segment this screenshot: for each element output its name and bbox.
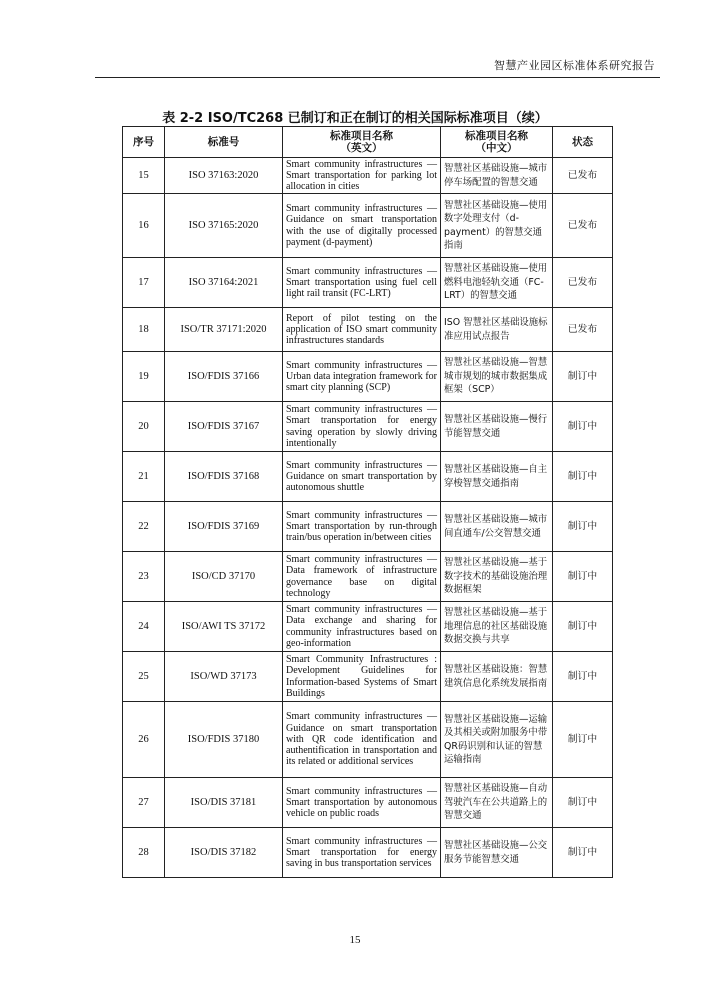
row-number: 21 — [123, 452, 165, 502]
status: 制订中 — [553, 602, 613, 652]
col-header-status: 状态 — [553, 127, 613, 158]
status: 已发布 — [553, 158, 613, 194]
name-en: Smart community infrastructures —Urban data integration framework for smart city planning (SCP) — [283, 352, 441, 402]
row-number: 18 — [123, 308, 165, 352]
name-en: Smart Community Infrastructures : Development Guidelines for Information-based Systems of Smart Buildings — [283, 652, 441, 702]
status: 已发布 — [553, 194, 613, 258]
name-zh: 智慧社区基础设施—自主穿梭智慧交通指南 — [441, 452, 553, 502]
name-zh: 智慧社区基础设施：智慧建筑信息化系统发展指南 — [441, 652, 553, 702]
name-zh: 智慧社区基础设施—智慧城市规划的城市数据集成框架（SCP） — [441, 352, 553, 402]
standard-number: ISO/FDIS 37166 — [165, 352, 283, 402]
table-row — [123, 552, 613, 602]
row-number: 22 — [123, 502, 165, 552]
status: 已发布 — [553, 258, 613, 308]
name-zh: ISO 智慧社区基础设施标准应用试点报告 — [441, 308, 553, 352]
standard-number: ISO/DIS 37182 — [165, 828, 283, 878]
standard-number: ISO/FDIS 37180 — [165, 702, 283, 778]
col-header-name-en-line2: （英文） — [340, 142, 383, 154]
col-header-name-en — [283, 127, 441, 158]
name-en: Smart community infrastructures — Smart transportation for energy saving operation by slowly driving intentionally — [283, 402, 441, 452]
running-header: 智慧产业园区标准体系研究报告 — [494, 59, 655, 72]
table-body — [123, 158, 613, 878]
row-number: 25 — [123, 652, 165, 702]
table-row — [123, 258, 613, 308]
table-row — [123, 502, 613, 552]
table-row — [123, 452, 613, 502]
name-en: Smart community infrastructures — Smart transportation by autonomous vehicle on public roads — [283, 778, 441, 828]
table-row — [123, 194, 613, 258]
name-en: Report of pilot testing on the application of ISO smart community infrastructures standards — [283, 308, 441, 352]
row-number: 26 — [123, 702, 165, 778]
table-row — [123, 828, 613, 878]
col-header-name-zh — [441, 127, 553, 158]
name-en: Smart community infrastructures — Guidance on smart transportation with QR code identification and authentification in transportation and its related or additional services — [283, 702, 441, 778]
standard-number: ISO/TR 37171:2020 — [165, 308, 283, 352]
name-zh: 智慧社区基础设施—公交服务节能智慧交通 — [441, 828, 553, 878]
name-zh: 智慧社区基础设施—运输及其相关或附加服务中带QR码识别和认证的智慧运输指南 — [441, 702, 553, 778]
name-zh: 智慧社区基础设施—慢行节能智慧交通 — [441, 402, 553, 452]
table-row — [123, 158, 613, 194]
standard-number: ISO/DIS 37181 — [165, 778, 283, 828]
table-row — [123, 352, 613, 402]
status: 已发布 — [553, 308, 613, 352]
name-zh: 智慧社区基础设施—基于数字技术的基础设施治理数据框架 — [441, 552, 553, 602]
table-header-row — [123, 127, 613, 158]
table-row — [123, 602, 613, 652]
standard-number: ISO 37164:2021 — [165, 258, 283, 308]
table-row — [123, 402, 613, 452]
status: 制订中 — [553, 552, 613, 602]
name-en: Smart community infrastructures — Smart transportation by run-through train/bus operation in/between cities — [283, 502, 441, 552]
name-zh: 智慧社区基础设施—城市间直通车/公交智慧交通 — [441, 502, 553, 552]
standard-number: ISO/WD 37173 — [165, 652, 283, 702]
status: 制订中 — [553, 652, 613, 702]
status: 制订中 — [553, 402, 613, 452]
row-number: 27 — [123, 778, 165, 828]
table-row — [123, 308, 613, 352]
status: 制订中 — [553, 452, 613, 502]
name-en: Smart community infrastructures — Data exchange and sharing for community infrastructures based on geo-information — [283, 602, 441, 652]
col-header-no: 序号 — [123, 127, 165, 158]
page-number: 15 — [349, 934, 361, 946]
name-en: Smart community infrastructures — Guidance on smart transportation with the use of digitally processed payment (d-payment) — [283, 194, 441, 258]
name-zh: 智慧社区基础设施—城市停车场配置的智慧交通 — [441, 158, 553, 194]
standard-number: ISO/FDIS 37168 — [165, 452, 283, 502]
row-number: 24 — [123, 602, 165, 652]
row-number: 16 — [123, 194, 165, 258]
name-en: Smart community infrastructures — Smart transportation for parking lot allocation in cities — [283, 158, 441, 194]
name-zh: 智慧社区基础设施—自动驾驶汽车在公共道路上的智慧交通 — [441, 778, 553, 828]
row-number: 23 — [123, 552, 165, 602]
name-en: Smart community infrastructures — Smart transportation using fuel cell light rail transit (FC-LRT) — [283, 258, 441, 308]
name-en: Smart community infrastructures — Guidance on smart transportation by autonomous shuttle — [283, 452, 441, 502]
status: 制订中 — [553, 352, 613, 402]
status: 制订中 — [553, 502, 613, 552]
col-header-standard: 标准号 — [165, 127, 283, 158]
table-title: 表 2-2 ISO/TC268 已制订和正在制订的相关国际标准项目（续） — [162, 111, 548, 126]
standard-number: ISO/CD 37170 — [165, 552, 283, 602]
status: 制订中 — [553, 778, 613, 828]
col-header-name-zh-line1: 标准项目名称 — [465, 130, 528, 142]
name-zh: 智慧社区基础设施—使用燃料电池轻轨交通（FC-LRT）的智慧交通 — [441, 258, 553, 308]
standards-table — [122, 126, 613, 878]
name-en: Smart community infrastructures — Smart transportation for energy saving in bus transportation services — [283, 828, 441, 878]
row-number: 17 — [123, 258, 165, 308]
standard-number: ISO 37163:2020 — [165, 158, 283, 194]
name-en: Smart community infrastructures — Data framework of infrastructure governance base on digital technology — [283, 552, 441, 602]
table-row — [123, 652, 613, 702]
status: 制订中 — [553, 702, 613, 778]
standard-number: ISO/FDIS 37167 — [165, 402, 283, 452]
name-zh: 智慧社区基础设施—基于地理信息的社区基础设施数据交换与共享 — [441, 602, 553, 652]
status: 制订中 — [553, 828, 613, 878]
row-number: 20 — [123, 402, 165, 452]
name-zh: 智慧社区基础设施—使用数字处理支付（d-payment）的智慧交通指南 — [441, 194, 553, 258]
row-number: 19 — [123, 352, 165, 402]
col-header-name-zh-line2: （中文） — [475, 142, 518, 154]
table-row — [123, 778, 613, 828]
standard-number: ISO/FDIS 37169 — [165, 502, 283, 552]
col-header-name-en-line1: 标准项目名称 — [330, 130, 393, 142]
row-number: 15 — [123, 158, 165, 194]
standard-number: ISO/AWI TS 37172 — [165, 602, 283, 652]
row-number: 28 — [123, 828, 165, 878]
header-rule — [95, 77, 660, 78]
table-row — [123, 702, 613, 778]
standard-number: ISO 37165:2020 — [165, 194, 283, 258]
